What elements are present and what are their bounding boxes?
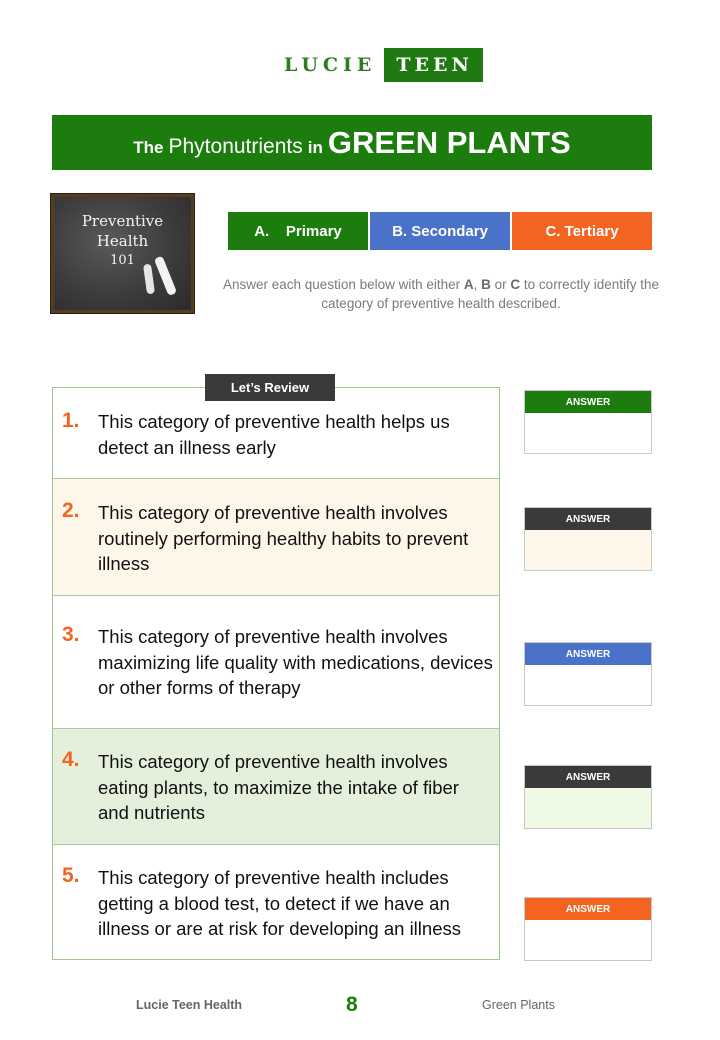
answer-field[interactable] xyxy=(525,920,651,960)
chalkboard-line-1: Preventive xyxy=(81,212,164,230)
page-footer xyxy=(0,992,720,1022)
answer-field[interactable] xyxy=(525,413,651,453)
question-number: 5. xyxy=(62,864,80,887)
question-row-4 xyxy=(53,729,499,845)
question-text: This category of preventive health involves eating plants, to maximize the intake of fiber and nutrients xyxy=(98,751,459,823)
footer-section: Green Plants xyxy=(482,998,555,1012)
category-legend xyxy=(228,212,652,250)
answer-label: ANSWER xyxy=(525,508,651,530)
footer-brand: Lucie Teen Health xyxy=(136,998,243,1012)
answer-label: ANSWER xyxy=(525,643,651,665)
instructions-sep-2: or xyxy=(490,277,511,292)
answer-field[interactable] xyxy=(525,530,651,570)
question-number: 1. xyxy=(62,409,80,432)
category-primary: A. Primary xyxy=(228,212,368,250)
answer-box-1[interactable] xyxy=(524,390,652,454)
instructions-option-a: A xyxy=(463,277,474,292)
chalkboard-image xyxy=(51,194,194,313)
answer-label: ANSWER xyxy=(525,766,651,788)
question-text: This category of preventive health involves maximizing life quality with medications, devices or other forms of therapy xyxy=(98,626,493,698)
question-row-2 xyxy=(53,479,499,596)
chalkboard-line-2: Health xyxy=(96,232,149,250)
instructions-part-2: to correctly identify the category of preventive health described. xyxy=(321,277,659,311)
title-banner xyxy=(52,115,652,170)
instructions-part-1: Answer each question below with either xyxy=(223,277,464,292)
answer-box-2[interactable] xyxy=(524,507,652,571)
category-tertiary: C. Tertiary xyxy=(512,212,652,250)
answer-label: ANSWER xyxy=(525,391,651,413)
questions-panel xyxy=(52,387,500,960)
instructions-option-c: C xyxy=(510,277,521,292)
title-green-plants: GREEN PLANTS xyxy=(327,124,571,160)
chalkboard-line-3: 101 xyxy=(110,253,135,268)
question-row-5 xyxy=(53,845,499,959)
instructions-sep-1: , xyxy=(473,277,482,292)
question-row-3 xyxy=(53,596,499,729)
question-number: 2. xyxy=(62,499,80,522)
answer-field[interactable] xyxy=(525,788,651,828)
instructions-text xyxy=(222,275,660,313)
answer-box-5[interactable] xyxy=(524,897,652,961)
question-row-1 xyxy=(53,388,499,479)
lets-review-tag: Let’s Review xyxy=(205,374,335,401)
logo xyxy=(284,48,483,82)
question-number: 4. xyxy=(62,748,80,771)
instructions-option-b: B xyxy=(481,277,491,292)
title-the: The xyxy=(133,137,164,157)
page-number: 8 xyxy=(346,993,358,1016)
logo-text-lucie: LUCIE xyxy=(284,54,377,76)
answer-box-4[interactable] xyxy=(524,765,652,829)
category-secondary: B. Secondary xyxy=(370,212,510,250)
answer-box-3[interactable] xyxy=(524,642,652,706)
question-text: This category of preventive health helps us detect an illness early xyxy=(98,411,450,458)
answer-field[interactable] xyxy=(525,665,651,705)
title-in: in xyxy=(307,137,323,157)
question-text: This category of preventive health involves routinely performing healthy habits to prevent illness xyxy=(98,502,469,574)
question-number: 3. xyxy=(62,623,80,646)
title-phytonutrients: Phytonutrients xyxy=(168,134,303,158)
answer-label: ANSWER xyxy=(525,898,651,920)
logo-text-teen: TEEN xyxy=(384,48,482,82)
chalk-sticks-icon xyxy=(135,252,185,302)
question-text: This category of preventive health includes getting a blood test, to detect if we have an illness or are at risk for developing an illness xyxy=(98,867,461,939)
